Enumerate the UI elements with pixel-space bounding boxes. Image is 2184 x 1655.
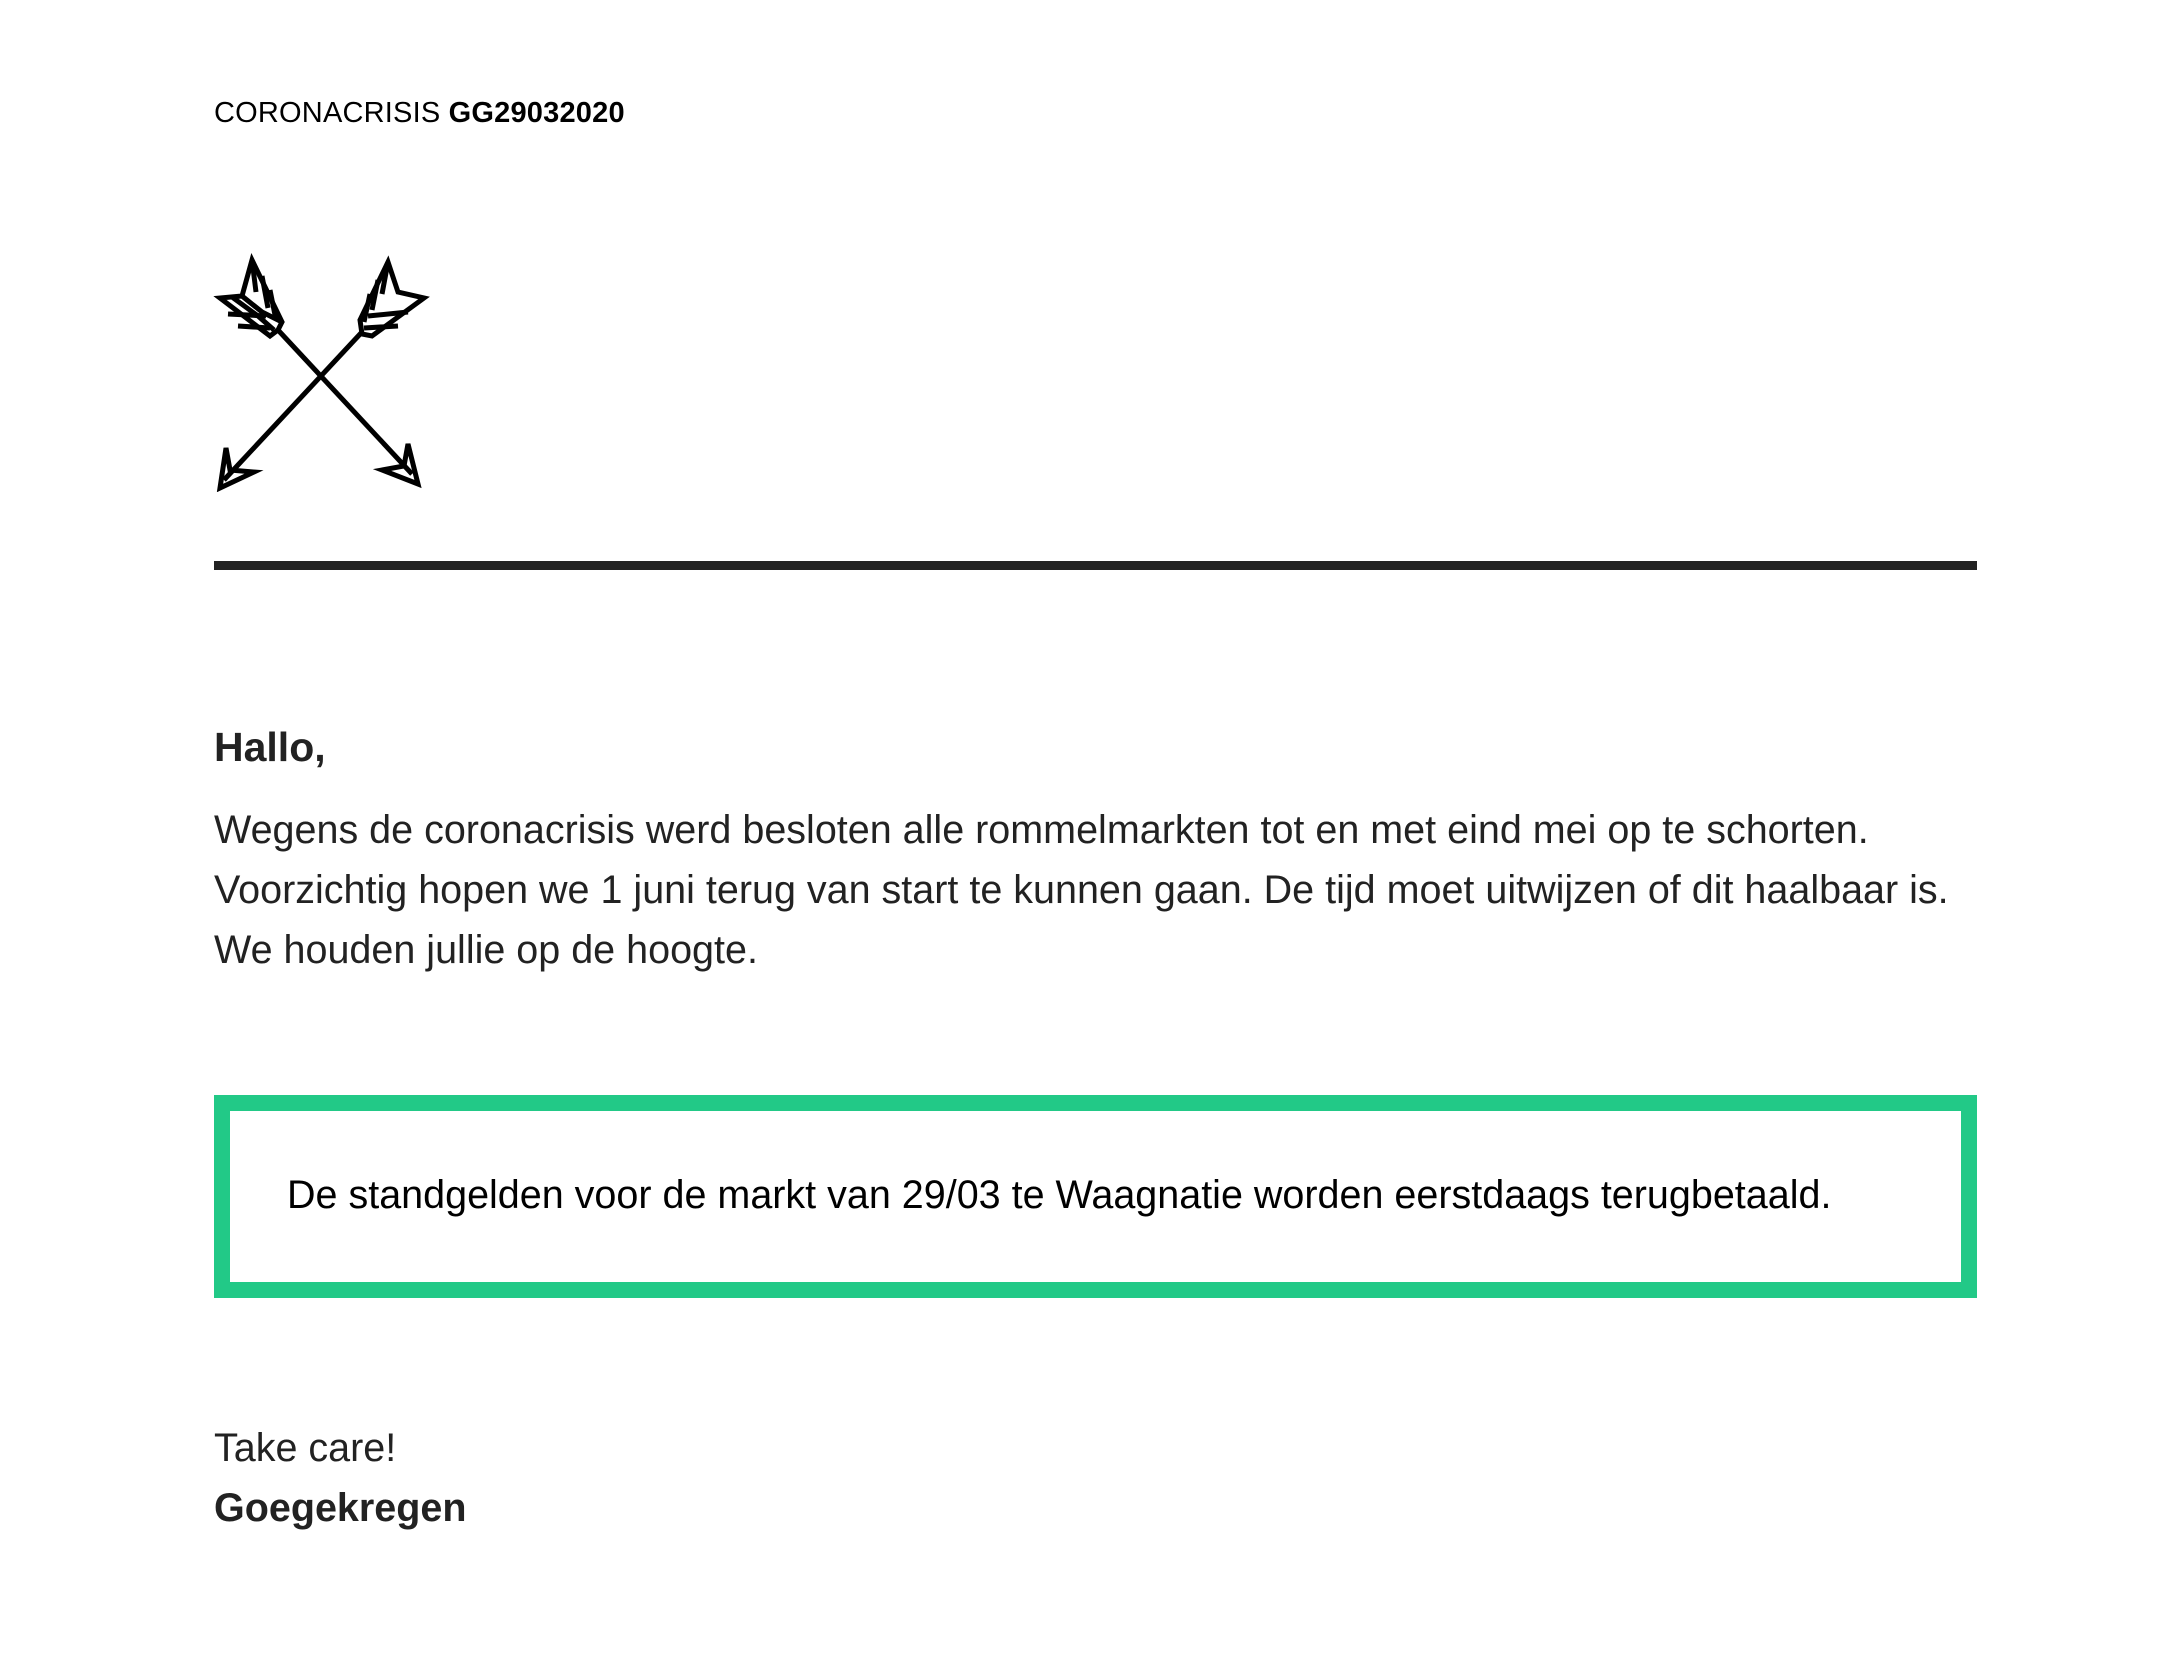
header-label: CORONACRISIS — [214, 97, 441, 129]
notice-text: De standgelden voor de markt van 29/03 te Waagnatie worden eerstdaags terugbetaald. — [287, 1173, 1832, 1217]
signature: Goegekregen — [214, 1486, 467, 1530]
signoff — [214, 1418, 466, 1538]
document-header — [214, 97, 625, 130]
divider-rule — [214, 561, 1977, 570]
crossed-arrows-icon — [212, 252, 430, 492]
closing-text: Take care! — [214, 1426, 397, 1470]
notice-box — [214, 1095, 1977, 1298]
greeting: Hallo, — [214, 724, 326, 770]
message-paragraph: Wegens de coronacrisis werd besloten alle rommelmarkten tot en met eind mei op te schorten. Voorzichtig hopen we 1 juni terug van start te kunnen gaan. De tijd moet uitwijzen of dit haalbaar is. We houden jullie op de hoogte. — [214, 808, 1949, 972]
reference-code: GG29032020 — [448, 97, 625, 129]
